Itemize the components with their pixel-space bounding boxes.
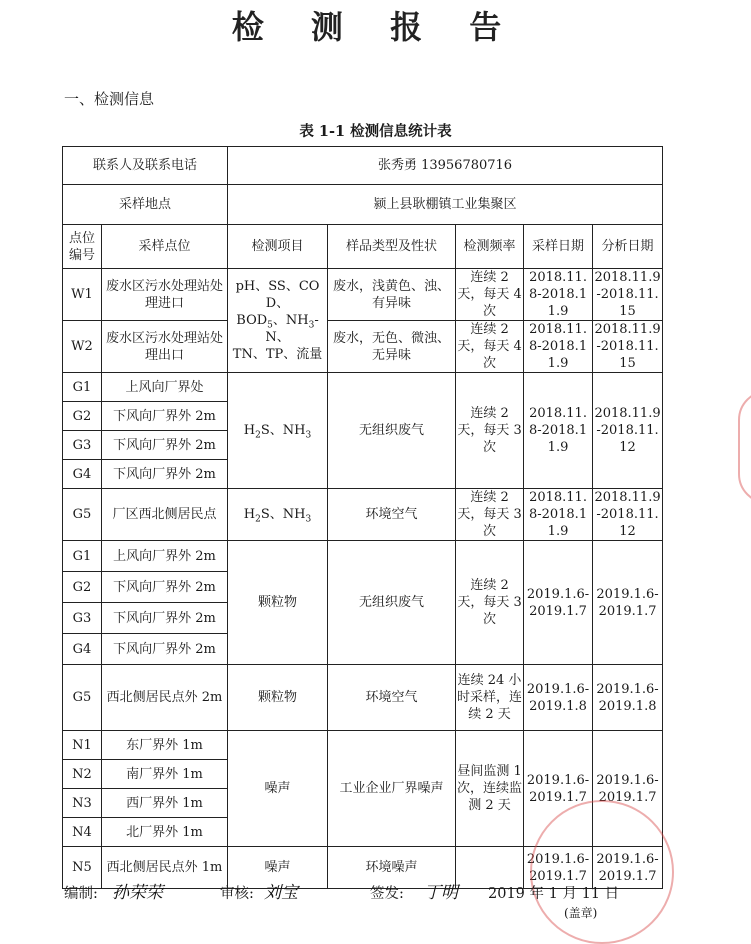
point-name: 下风向厂界外 2m xyxy=(102,460,228,489)
reviewer-signature: 刘宝 xyxy=(264,883,298,903)
point-code: N3 xyxy=(63,789,102,818)
header-row xyxy=(63,225,663,269)
point-name: 下风向厂界外 2m xyxy=(102,402,228,431)
point-code: G3 xyxy=(63,603,102,634)
table-row xyxy=(63,731,663,760)
point-code: G1 xyxy=(63,541,102,572)
analysis-date: 2018.11.9-2018.11.15 xyxy=(594,270,661,319)
analysis-date: 2019.1.6-2019.1.7 xyxy=(593,541,663,665)
report-title: 检 测 报 告 xyxy=(231,8,520,46)
issuer-label: 签发: xyxy=(370,886,404,902)
table-row xyxy=(63,665,663,731)
sample-date: 2018.11.8-2018.11.9 xyxy=(524,373,593,489)
wastewater-items-display: pH、SS、COD、 $BOD_5$、$NH_3-N$、 TN、TP、流量 xyxy=(232,279,323,362)
point-name: 厂区西北侧居民点 xyxy=(102,489,228,541)
sample-date: 2019.1.6-2019.1.7 xyxy=(524,731,593,847)
frequency: 昼间监测 1 次，连续监测 2 天 xyxy=(456,731,524,847)
table-row xyxy=(63,321,663,373)
location-row xyxy=(63,185,663,225)
detection-items xyxy=(228,489,328,541)
point-code: G5 xyxy=(63,665,102,731)
contact-value: 张秀勇 13956780716 xyxy=(228,147,663,185)
sample-date: 2018.11.8-2018.11.9 xyxy=(524,269,593,321)
frequency: 连续 2 天，每天 3 次 xyxy=(457,490,522,539)
point-code: G2 xyxy=(63,572,102,603)
sample-type: 环境空气 xyxy=(328,665,456,731)
frequency: 连续 2 天，每天 4 次 xyxy=(457,322,522,371)
sample-type: 废水，无色、微浊、无异味 xyxy=(328,321,456,373)
compiler-signature: 孙荣荣 xyxy=(112,883,163,903)
point-name: 上风向厂界处 xyxy=(102,373,228,402)
point-code: N5 xyxy=(63,847,102,889)
sample-type: 环境噪声 xyxy=(328,847,456,889)
table-row xyxy=(63,269,663,321)
compiler-label: 编制: xyxy=(64,886,98,902)
header-analysis-date: 分析日期 xyxy=(593,225,663,269)
frequency: 连续 24 小时采样，连续 2 天 xyxy=(456,665,524,731)
point-name: 废水区污水处理站处理出口 xyxy=(102,321,228,373)
header-sample-date: 采样日期 xyxy=(524,225,593,269)
table-row xyxy=(63,489,663,541)
detection-items: 颗粒物 xyxy=(228,665,328,731)
analysis-date: 2019.1.6-2019.1.7 xyxy=(593,731,663,847)
point-code: N1 xyxy=(63,731,102,760)
table-row xyxy=(63,373,663,402)
point-code: N2 xyxy=(63,760,102,789)
location-label: 采样地点 xyxy=(63,185,228,225)
sample-type: 无组织废气 xyxy=(328,541,456,665)
frequency: 连续 2 天，每天 4 次 xyxy=(457,270,522,319)
point-code: N4 xyxy=(63,818,102,847)
contact-label: 联系人及联系电话 xyxy=(63,147,228,185)
point-name: 下风向厂界外 2m xyxy=(102,634,228,665)
point-code: W1 xyxy=(63,269,102,321)
sample-type: 废水，浅黄色、浊、有异味 xyxy=(328,269,456,321)
edge-seal xyxy=(738,390,751,504)
table-row xyxy=(63,541,663,572)
analysis-date: 2019.1.6-2019.1.8 xyxy=(593,665,663,731)
point-name: 下风向厂界外 2m xyxy=(102,572,228,603)
issue-date: 2019 年 1 月 11 日 xyxy=(488,886,620,902)
contact-row xyxy=(63,147,663,185)
point-code: G3 xyxy=(63,431,102,460)
point-name: 南厂界外 1m xyxy=(102,760,228,789)
sample-date: 2018.11.8-2018.11.9 xyxy=(524,489,593,541)
analysis-date: 2018.11.9-2018.11.12 xyxy=(594,490,661,539)
detection-info-table xyxy=(62,146,663,889)
frequency: 连续 2 天，每天 3 次 xyxy=(456,541,524,665)
sample-type: 无组织废气 xyxy=(328,373,456,489)
section-heading: 一、检测信息 xyxy=(64,90,155,108)
sample-type: 工业企业厂界噪声 xyxy=(328,731,456,847)
frequency: 连续 2 天，每天 3 次 xyxy=(456,373,524,489)
detection-items: 颗粒物 xyxy=(228,541,328,665)
sample-date: 2019.1.6-2019.1.8 xyxy=(524,665,593,731)
point-name: 西北侧居民点外 1m xyxy=(102,847,228,889)
sample-type: 环境空气 xyxy=(328,489,456,541)
wastewater-items xyxy=(228,269,328,373)
point-code: G4 xyxy=(63,460,102,489)
header-point: 采样点位 xyxy=(102,225,228,269)
seal-note: (盖章) xyxy=(564,906,598,920)
point-name: 西厂界外 1m xyxy=(102,789,228,818)
detection-items: 噪声 xyxy=(228,731,328,847)
point-name: 下风向厂界外 2m xyxy=(102,603,228,634)
header-freq: 检测频率 xyxy=(456,225,524,269)
g5a-items-display: $H_2S$、$NH_3$ xyxy=(243,507,312,525)
header-code: 点位编号 xyxy=(63,225,102,269)
point-code: G4 xyxy=(63,634,102,665)
sample-date: 2019.1.6-2019.1.7 xyxy=(524,847,593,889)
analysis-date: 2018.11.9-2018.11.15 xyxy=(594,322,661,371)
table-caption: 表 1-1 检测信息统计表 xyxy=(299,123,452,140)
point-name: 上风向厂界外 2m xyxy=(102,541,228,572)
analysis-date: 2019.1.6-2019.1.7 xyxy=(593,847,663,889)
sample-date: 2018.11.8-2018.11.9 xyxy=(524,321,593,373)
analysis-date: 2018.11.9-2018.11.12 xyxy=(593,373,663,489)
header-type: 样品类型及性状 xyxy=(328,225,456,269)
reviewer-label: 审核: xyxy=(220,886,254,902)
point-code: W2 xyxy=(63,321,102,373)
issuer-signature: 丁明 xyxy=(424,883,458,903)
gas-a-items xyxy=(228,373,328,489)
point-code: G5 xyxy=(63,489,102,541)
point-name: 东厂界外 1m xyxy=(102,731,228,760)
location-value: 颍上县耿棚镇工业集聚区 xyxy=(228,185,663,225)
point-code: G2 xyxy=(63,402,102,431)
point-name: 北厂界外 1m xyxy=(102,818,228,847)
detection-items: 噪声 xyxy=(228,847,328,889)
point-name: 西北侧居民点外 2m xyxy=(102,665,228,731)
header-items: 检测项目 xyxy=(228,225,328,269)
point-name: 下风向厂界外 2m xyxy=(102,431,228,460)
sample-date: 2019.1.6-2019.1.7 xyxy=(524,541,593,665)
point-name: 废水区污水处理站处理进口 xyxy=(102,269,228,321)
point-code: G1 xyxy=(63,373,102,402)
gas-a-items-display: $H_2S$、$NH_3$ xyxy=(243,423,312,441)
